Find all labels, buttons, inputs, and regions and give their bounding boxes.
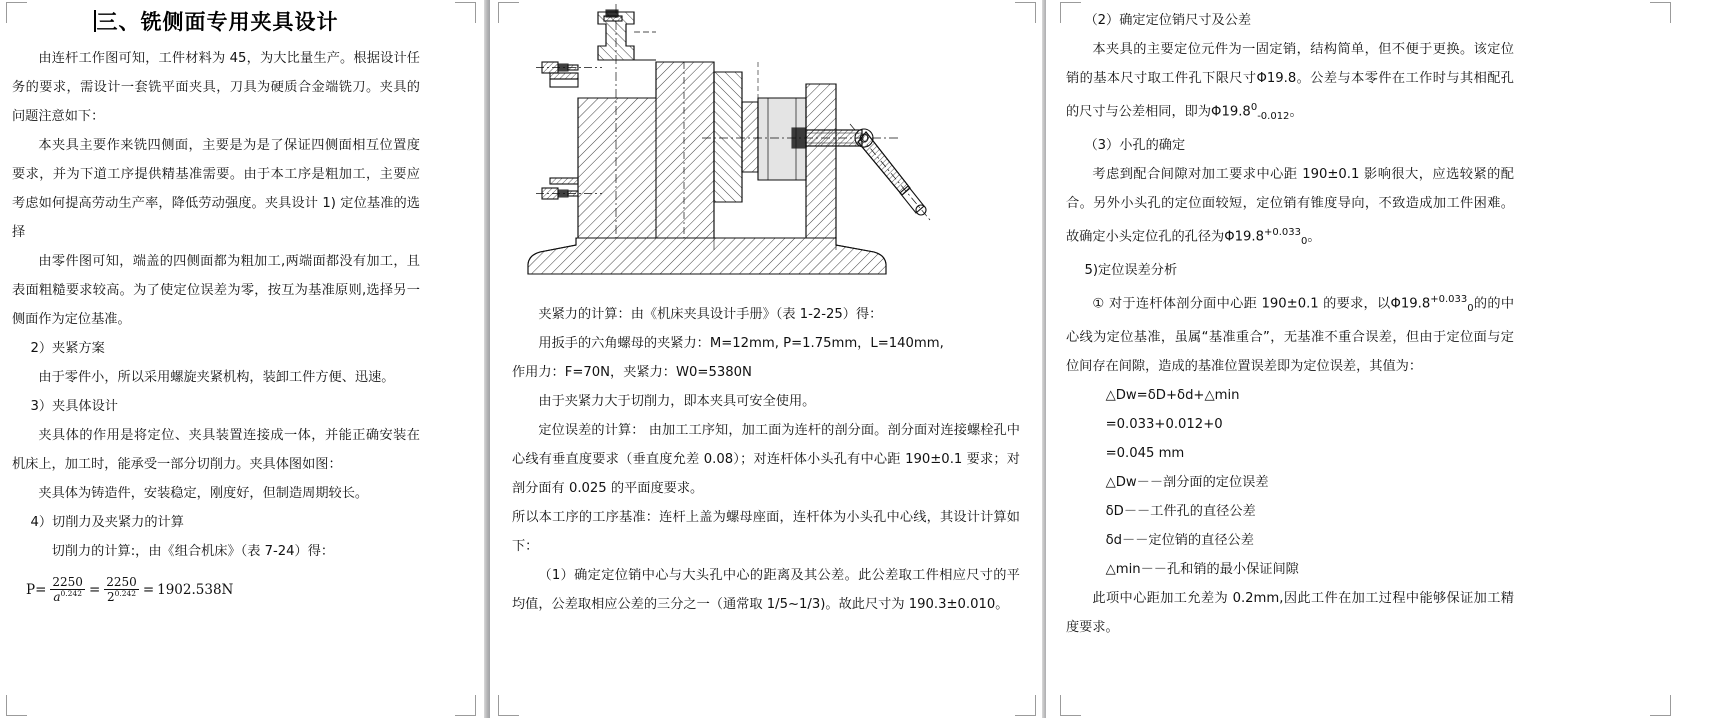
section-heading — [1066, 256, 1514, 285]
formula-equals: = — [142, 581, 155, 598]
error-formula-legend: δd－－定位销的直径公差 — [1105, 533, 1254, 549]
paragraph: 由连杆工作图可知，工件材料为 45，为大比量生产。根据设计任务的要求，需设计一套铣平面夹具，刀具为硬质合金端铣刀。夹具的问题注意如下： — [12, 51, 420, 124]
tolerance-upper: 0 — [1250, 102, 1258, 113]
section-marker: （3） — [1084, 138, 1120, 154]
tolerance-lower: 0 — [1301, 236, 1308, 248]
crop-mark-top-right — [1650, 2, 1671, 23]
formula-denominator — [104, 589, 139, 604]
document-page-left — [0, 0, 490, 718]
formula-denominator — [50, 589, 85, 604]
section-title: 小孔的确定 — [1119, 138, 1186, 154]
document-page-right — [1046, 0, 1711, 718]
paragraph: 切削力的计算:，由《组合机床》（表 7-24）得： — [51, 544, 335, 559]
crop-mark-bottom-left — [6, 695, 27, 716]
formula-denominator-exponent: 0.242 — [60, 588, 82, 598]
error-formula-legend: △Dw－－剖分面的定位误差 — [1105, 475, 1269, 491]
error-formula-legend: △min－－孔和销的最小保证间隙 — [1105, 562, 1299, 578]
formula-denominator-exponent: 0.242 — [114, 588, 137, 598]
crop-mark-bottom-right — [1650, 695, 1671, 716]
title-cursor-bar — [94, 10, 96, 32]
formula-fraction-2 — [103, 576, 140, 603]
tolerance-upper: +0.033 — [1430, 294, 1468, 306]
section-marker: 5) — [1084, 263, 1099, 279]
paragraph-heading: 4）切削力及夹紧力的计算 — [30, 515, 184, 530]
paragraph: 此项中心距加工允差为 0.2mm,因此工件在加工过程中能够保证加工精度要求。 — [1066, 591, 1514, 636]
tolerance-lower: 0 — [1467, 303, 1474, 315]
paragraph-heading: 2）夹紧方案 — [30, 341, 105, 356]
section-heading — [1066, 131, 1514, 160]
error-formula-line: △Dw=δD+δd+△min — [1105, 388, 1240, 404]
error-formula-line: =0.045 mm — [1105, 446, 1185, 462]
crop-mark-top-right — [455, 2, 476, 23]
crop-mark-bottom-right — [1015, 695, 1036, 716]
paragraph: （1）确定定位销中心与大头孔中心的距离及其公差。此公差取工件相应尺寸的平均值，公差取相应公差的三分之一（通常取 1/5~1/3)。故此尺寸为 190.3±0.010。 — [512, 568, 1020, 612]
paragraph-text: ① 对于连杆体剖分面中心距 190±0.1 的要求，以Φ19.8 — [1092, 296, 1431, 312]
paragraph-text-cont: 的中心线为定位基准，虽属“基准重合”，无基准不重合误差，但由于定位面与定位间存在间隙，造成的基准位置误差即为定位误差，其值为： — [1066, 296, 1515, 375]
paragraph: 所以本工序的工序基准：连杆上盖为螺母座面，连杆体为小头孔中心线，其设计计算如下： — [512, 510, 1020, 554]
section-marker: （2） — [1084, 13, 1120, 28]
crop-mark-top-right — [1015, 2, 1036, 23]
section-title: 定位误差分析 — [1098, 263, 1178, 279]
paragraph: 定位误差的计算： 由加工工序知，加工面为连杆的剖分面。剖分面对连接螺栓孔中心线有垂直度要求（垂直度允差 0.08）；对连杆体小头孔有中心距 190±0.1 要求；对剖分面有 0.025 的平面度要求。 — [512, 423, 1020, 496]
formula-denominator-base: 2 — [106, 589, 115, 604]
tolerance-lower: -0.012 — [1257, 111, 1290, 123]
paragraph: 作用力：F=70N，夹紧力：W0=5380N — [512, 365, 752, 380]
cutting-force-formula — [26, 576, 420, 603]
formula-numerator: 2250 — [106, 575, 137, 589]
paragraph-heading: 3）夹具体设计 — [30, 399, 118, 414]
formula-numerator: 2250 — [52, 575, 83, 589]
paragraph: 夹紧力的计算：由《机床夹具设计手册》（表 1-2-25）得： — [538, 307, 883, 322]
tolerance-upper: +0.033 — [1264, 227, 1302, 239]
section-title: 确定定位销尺寸及公差 — [1119, 13, 1252, 28]
paragraph: 本夹具主要作来铣四侧面，主要是为是了保证四侧面相互位置度要求，并为下道工序提供精基准需要。由于本工序是粗加工，主要应考虑如何提高劳动生产率，降低劳动强度。夹具设计 1) 定位基准的选择 — [12, 138, 420, 240]
paragraph: 夹具体的作用是将定位、夹具装置连接成一体，并能正确安装在机床上，加工时，能承受一部分切削力。夹具体图如图： — [12, 428, 420, 472]
error-formula-legend: δD－－工件孔的直径公差 — [1105, 504, 1256, 520]
fixture-assembly-drawing — [506, 2, 1006, 302]
section-heading — [1066, 6, 1514, 35]
crop-mark-bottom-left — [498, 695, 519, 716]
paragraph: ① 对于连杆体剖分面中心距 190±0.1 的要求，以$\Phi 19.8^{+0.033}_0$的的中心线为定位基准，虽属“基准重合”，无基准不重合误差，但由于定位面与定位间存在间隙，造成的基准位置误差即为定位误差，其值为： — [1066, 294, 1515, 375]
paragraph: 由零件图可知，端盖的四侧面都为粗加工,两端面都没有加工，且表面粗糙要求较高。为了使定位误差为零，按互为基准原则,选择另一侧面作为定位基准。 — [12, 254, 420, 327]
formula-lhs: P= — [26, 581, 47, 598]
formula-result: 1902.538N — [157, 581, 234, 598]
paragraph-text: 考虑到配合间隙对加工要求中心距 190±0.1 影响很大，应选较紧的配合。另外小头孔的定位面较短，定位销有锥度导向，不致造成加工件困难。故确定小头定位孔的孔径为Φ19.8 — [1066, 167, 1514, 245]
document-page-middle — [490, 0, 1046, 718]
paragraph: 由于零件小，所以采用螺旋夹紧机构，装卸工件方便、迅速。 — [38, 370, 395, 385]
formula-fraction-1 — [49, 576, 86, 603]
paragraph: 本夹具的主要定位元件为一固定销，结构简单，但不便于更换。该定位销的基本尺寸取工件孔下限尺寸Φ19.8。公差与本零件在工作时与其相配孔的尺寸与公差相同，即为$\Phi 19.8^0_{-0.012}$。 — [1066, 42, 1514, 123]
page-title-text: 三、铣侧面专用夹具设计 — [96, 9, 339, 34]
paragraph: 由于夹紧力大于切削力，即本夹具可安全使用。 — [538, 394, 816, 409]
error-formula-line: =0.033+0.012+0 — [1105, 417, 1223, 433]
formula-denominator-base: a — [53, 589, 61, 604]
paragraph: 考虑到配合间隙对加工要求中心距 190±0.1 影响很大，应选较紧的配合。另外小头孔的定位面较短，定位销有锥度导向，不致造成加工件困难。故确定小头定位孔的孔径为$\Phi 19.8^{+0.033}_0$。 — [1066, 167, 1514, 248]
crop-mark-bottom-right — [455, 695, 476, 716]
crop-mark-bottom-left — [1060, 695, 1081, 716]
paragraph-text: 本夹具的主要定位元件为一固定销，结构简单，但不便于更换。该定位销的基本尺寸取工件孔下限尺寸Φ19.8。公差与本零件在工作时与其相配孔的尺寸与公差相同，即为Φ19.8 — [1066, 42, 1514, 120]
page-title — [12, 6, 420, 36]
formula-equals: = — [88, 581, 101, 598]
paragraph: 用扳手的六角螺母的夹紧力：M=12mm, P=1.75mm，L=140mm, — [538, 336, 944, 351]
paragraph: 夹具体为铸造件，安装稳定，刚度好，但制造周期较长。 — [38, 486, 369, 501]
